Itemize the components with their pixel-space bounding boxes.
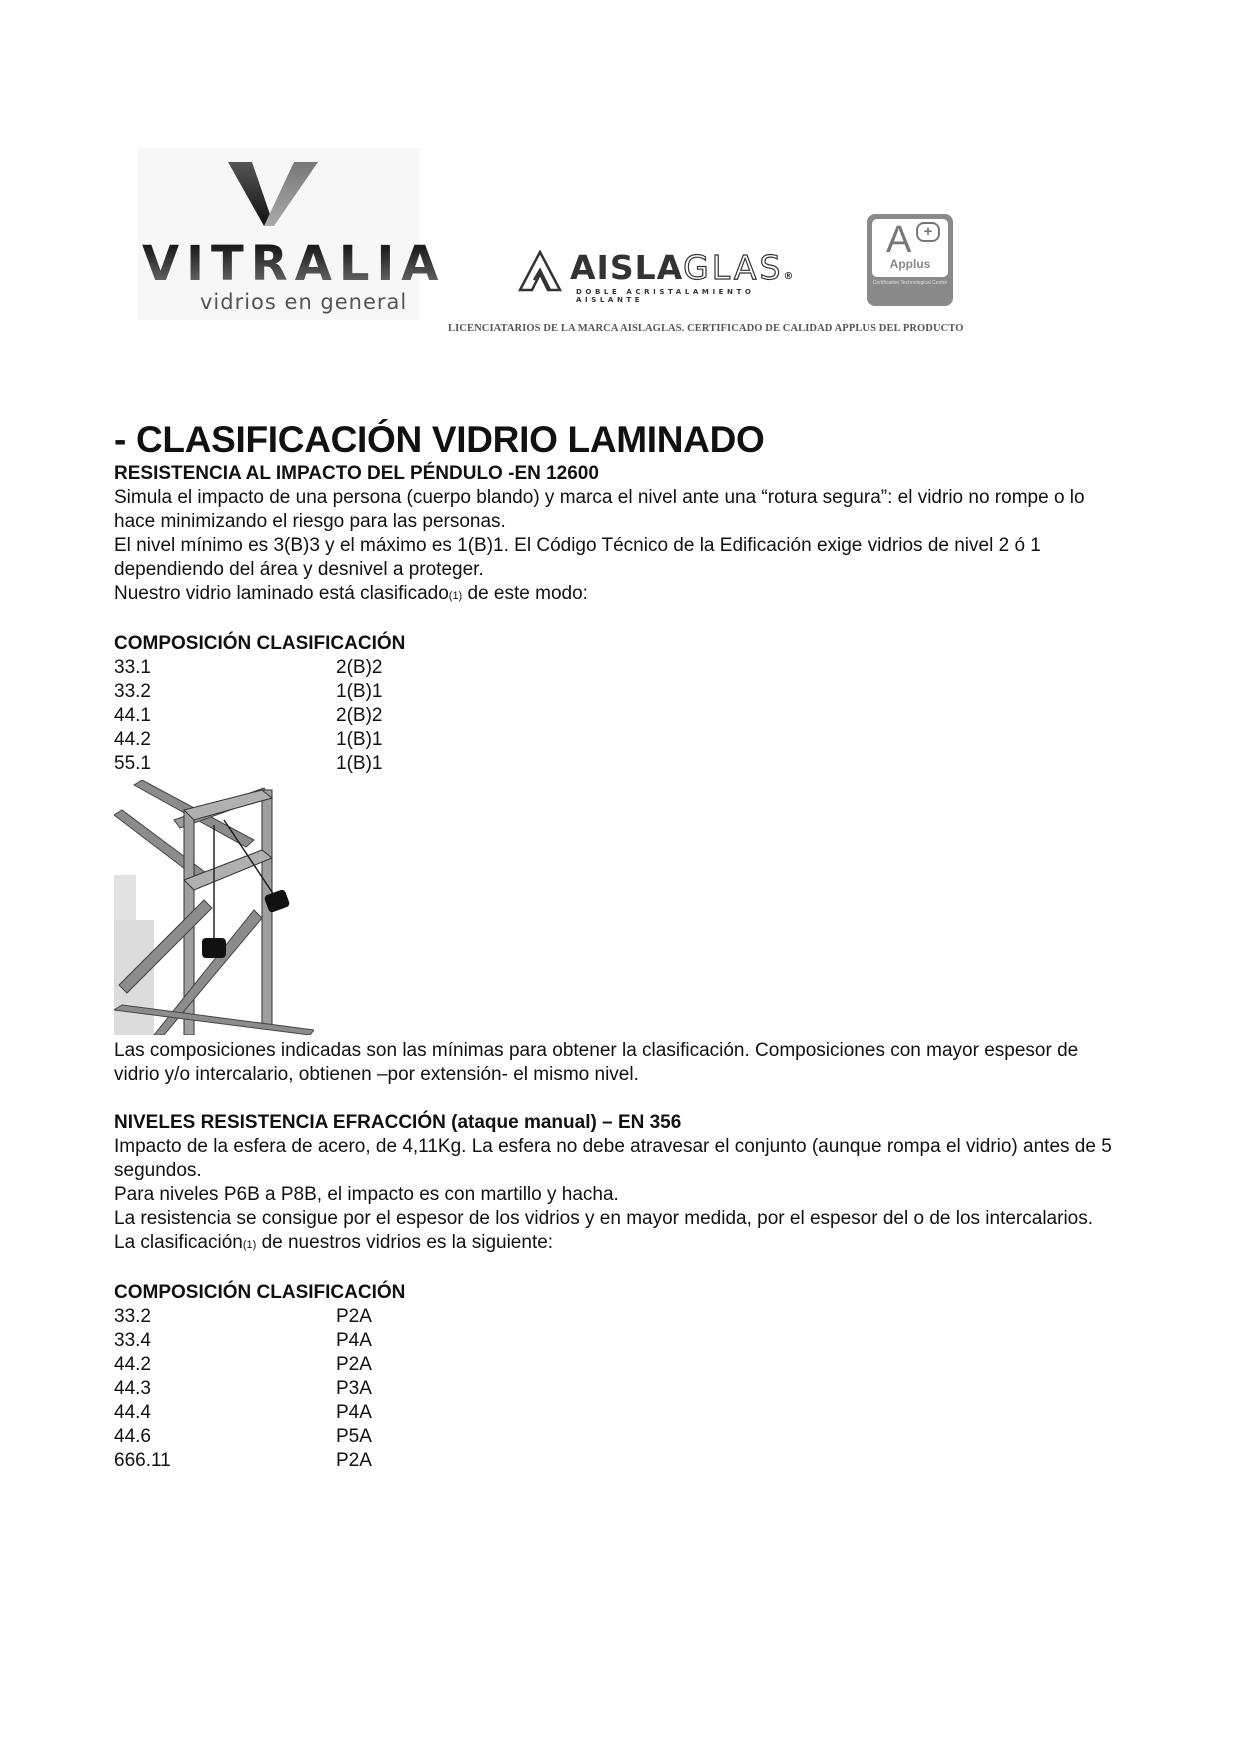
vitralia-logo [138,148,446,320]
table-row [114,1377,405,1401]
composition-cell: 44.3 [114,1378,151,1399]
burglary-heading [114,1111,1114,1135]
pendulum-paragraph-2: El nivel mínimo es 3(B)3 y el máximo es 1(B)1. El Código Técnico de la Edificación exige vidrios de nivel 2 ó 1 dependiendo del área y desnivel a proteger. [114,535,1041,580]
classification-cell: 2(B)2 [336,657,383,678]
header-clasificacion: CLASIFICACIÓN [256,633,406,654]
vitralia-wordmark: VITRALIA [142,236,446,292]
pendulum-intro-tail: de este modo: [462,583,588,604]
composition-cell: 55.1 [114,753,151,774]
registered-mark: ® [783,271,795,282]
burglary-intro-tail: de nuestros vidrios es la siguiente: [256,1232,554,1253]
footnote-marker: (1) [448,590,463,602]
aislaglas-bold: AISLA [570,248,684,287]
aislaglas-triangle-icon [518,250,562,292]
vitralia-tagline: vidrios en general [200,290,408,314]
applus-certification-badge [867,214,953,306]
table-row [114,1401,405,1425]
composition-cell: 33.4 [114,1330,151,1351]
spacer [114,1257,1114,1281]
table-header [114,1281,405,1305]
classification-cell: P2A [336,1354,372,1375]
burglary-paragraph-3: La resistencia se consigue por el espesor de los vidrios y en mayor medida, por el espesor del o de los intercalarios. [114,1208,1094,1229]
burglary-heading-rest: (ataque manual) – EN 356 [445,1112,682,1133]
classification-cell: P4A [336,1330,372,1351]
table-row [114,704,405,728]
burglary-classification-table [114,1281,405,1473]
page-title: - CLASIFICACIÓN VIDRIO LAMINADO [114,419,765,460]
aislaglas-wordmark [570,248,794,287]
classification-cell: P5A [336,1426,372,1447]
applus-brand: Applus [889,257,931,271]
table-row [114,1449,405,1473]
pendulum-paragraph-1: Simula el impacto de una persona (cuerpo blando) y marca el nivel ante una “rotura segura”: el vidrio no rompe o lo hace minimizando el riesgo para las personas. [114,487,1085,532]
classification-cell: 1(B)1 [336,729,383,750]
classification-cell: P4A [336,1402,372,1423]
table-row [114,1305,405,1329]
applus-badge-inner [872,219,948,277]
spacer [114,608,1114,632]
composition-cell: 666.11 [114,1450,171,1471]
pendulum-intro-text: Nuestro vidrio laminado está clasificado [114,583,449,604]
aislaglas-tagline: DOBLE ACRISTALAMIENTO AISLANTE [576,288,755,304]
classification-cell: 2(B)2 [336,705,383,726]
applus-plus-icon: + [916,222,940,242]
header-composicion: COMPOSICIÓN [114,1282,252,1303]
table-row [114,752,405,776]
table-row [114,728,405,752]
burglary-paragraph-2: Para niveles P6B a P8B, el impacto es con martillo y hacha. [114,1184,619,1205]
burglary-heading-bold: NIVELES RESISTENCIA EFRACCIÓN [114,1112,446,1133]
composition-cell: 44.1 [114,705,151,726]
burglary-intro [114,1231,1114,1257]
composition-cell: 33.2 [114,1306,151,1327]
vitralia-v-icon [228,162,318,232]
pendulum-intro [114,582,1114,608]
applus-grade: A [886,219,912,261]
classification-cell: P3A [336,1378,372,1399]
applus-footer-text: Certification Technological Centre [872,280,948,286]
licence-caption: LICENCIATARIOS DE LA MARCA AISLAGLAS. CERTIFICADO DE CALIDAD APPLUS DEL PRODUCTO [448,323,964,334]
table-header-row [114,1281,405,1305]
composition-cell: 44.2 [114,729,151,750]
table-row [114,680,405,704]
footnote-marker: (1) [242,1239,257,1251]
burglary-section [114,1111,1114,1473]
spacer [114,1087,1114,1111]
aislaglas-logo [518,248,818,303]
pendulum-heading: RESISTENCIA AL IMPACTO DEL PÉNDULO -EN 12600 [114,463,599,484]
composition-cell: 33.2 [114,681,151,702]
table-row [114,1425,405,1449]
table-row [114,656,405,680]
table-header-row [114,632,405,656]
pendulum-section [114,462,1114,1087]
table-header [114,632,405,656]
composition-cell: 33.1 [114,657,151,678]
table-row [114,1353,405,1377]
aislaglas-outline: GLAS [683,248,784,287]
composition-cell: 44.2 [114,1354,151,1375]
pendulum-note: Las composiciones indicadas son las mínimas para obtener la clasificación. Composiciones con mayor espesor de vidrio y/o intercalario, obtienen –por extensión- el mismo nivel. [114,1040,1079,1085]
pendulum-classification-table [114,632,405,776]
classification-cell: P2A [336,1450,372,1471]
pendulum-test-rig-image [114,780,314,1035]
classification-cell: 1(B)1 [336,681,383,702]
classification-cell: 1(B)1 [336,753,383,774]
header-composicion: COMPOSICIÓN [114,633,252,654]
document-body [114,418,1114,1473]
burglary-paragraph-1: Impacto de la esfera de acero, de 4,11Kg. La esfera no debe atravesar el conjunto (aunque rompa el vidrio) antes de 5 segundos. [114,1136,1112,1181]
header-clasificacion: CLASIFICACIÓN [256,1282,406,1303]
classification-cell: P2A [336,1306,372,1327]
composition-cell: 44.4 [114,1402,151,1423]
composition-cell: 44.6 [114,1426,151,1447]
table-row [114,1329,405,1353]
burglary-intro-text: La clasificación [114,1232,243,1253]
